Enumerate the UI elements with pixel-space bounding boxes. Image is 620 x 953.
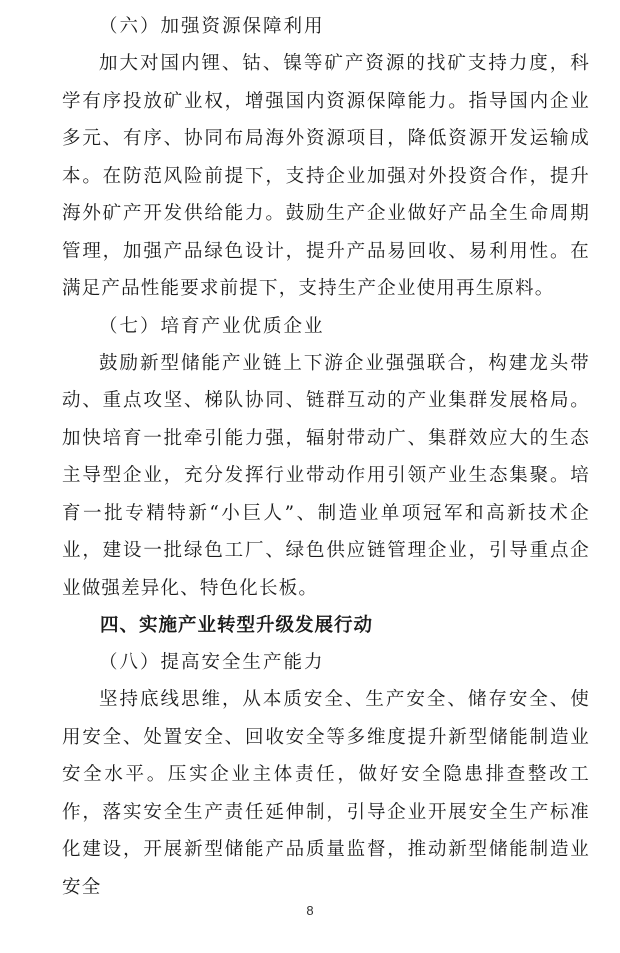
section-heading-7: （七）培育产业优质企业 — [99, 315, 325, 337]
chapter-heading-4: 四、实施产业转型升级发展行动 — [100, 615, 374, 636]
section-8-paragraph: 坚持底线思维，从本质安全、生产安全、储存安全、使用安全、处置安全、回收安全等多维度提升新型储能制造业安全水平。压实企业主体责任，做好安全隐患排查整改工作，落实安全生产责任延伸制，引导企业开展安全生产标准化建设，开展新型储能产品质量监督，推动新型储能制造业安全 — [62, 689, 590, 898]
document-body — [62, 8, 590, 906]
section-7-paragraph: 鼓励新型储能产业链上下游企业强强联合，构建龙头带动、重点攻坚、梯队协同、链群互动的产业集群发展格局。加快培育一批牵引能力强，辐射带动广、集群效应大的生态主导型企业，充分发挥行业带动作用引领产业生态集聚。培育一批专精特新“小巨人”、制造业单项冠军和高新技术企业，建设一批绿色工厂、绿色供应链管理企业，引导重点企业做强差异化、特色化长板。 — [62, 352, 590, 599]
page-number: 8 — [306, 903, 314, 918]
section-heading-8: （八）提高安全生产能力 — [99, 652, 325, 673]
section-6-paragraph: 加大对国内锂、钴、镍等矿产资源的找矿支持力度，科学有序投放矿业权，增强国内资源保障能力。指导国内企业多元、有序、协同布局海外资源项目，降低资源开发运输成本。在防范风险前提下，支持企业加强对外投资合作，提升海外矿产开发供给能力。鼓励生产企业做好产品全生命周期管理，加强产品绿色设计，提升产品易回收、易利用性。在满足产品性能要求前提下，支持生产企业使用再生原料。 — [62, 53, 590, 299]
section-heading-6: （六）加强资源保障利用 — [99, 16, 325, 37]
